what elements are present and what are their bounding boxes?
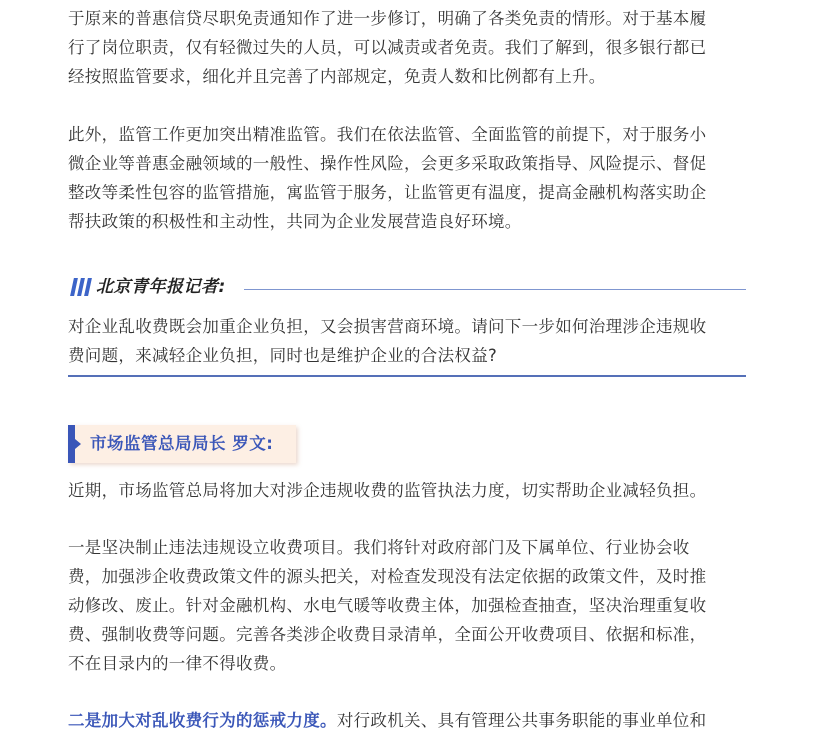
paragraph-exemption: 于原来的普惠信贷尽职免责通知作了进一步修订，明确了各类免责的情形。对于基本履 行了岗位职责，仅有轻微过失的人员，可以减责或者免责。我们了解到，很多银行都已 经按照监管要求，细化并且完善了内部规定，免责人数和比例都有上升。 [68,9,707,86]
reporter-heading [68,272,746,302]
speaker-label: 市场监管总局局长 罗文: [90,434,274,453]
triple-bar-icon [72,278,92,296]
point-two-text: 对行政机关、具有管理公共事务职能的事业单位和 [336,711,707,730]
triangle-right-icon [75,439,81,449]
paragraph-precise-supervision: 此外，监管工作更加突出精准监管。我们在依法监管、全面监管的前提下，对于服务小 微企业等普惠金融领域的一般性、操作性风险，会更多采取政策指导、风险提示、督促 整改等柔性包容的监管措施，寓监管于服务，让监管更有温度，提高金融机构落实助企 帮扶政策的积极性和主动性，共同为企业发展营造良好环境。 [68,125,707,231]
reporter-question: 对企业乱收费既会加重企业负担，又会损害营商环境。请问下一步如何治理涉企违规收 费问题，来减轻企业负担，同时也是维护企业的合法权益? [68,317,707,365]
reporter-label: 北京青年报记者: [96,277,226,297]
paragraph-recent: 近期，市场监管总局将加大对涉企违规收费的监管执法力度，切实帮助企业减轻负担。 [68,481,707,500]
speaker-heading [68,425,296,463]
paragraph-point-one: 一是坚决制止违法违规设立收费项目。我们将针对政府部门及下属单位、行业协会收 费，加强涉企收费政策文件的源头把关，对检查发现没有法定依据的政策文件，及时推 动修改、废止。针对金融机构、水电气暖等收费主体，加强检查抽查，坚决治理重复收 费、强制收费等问题。完善各类涉企收费目录清单，全面公开收费项目、依据和标准， 不在目录内的一律不得收费。 [68,538,707,673]
speaker-accent-bar [68,425,75,463]
section-divider [68,375,746,377]
point-two-lead: 二是加大对乱收费行为的惩戒力度。 [68,711,337,730]
heading-rule [244,289,746,290]
